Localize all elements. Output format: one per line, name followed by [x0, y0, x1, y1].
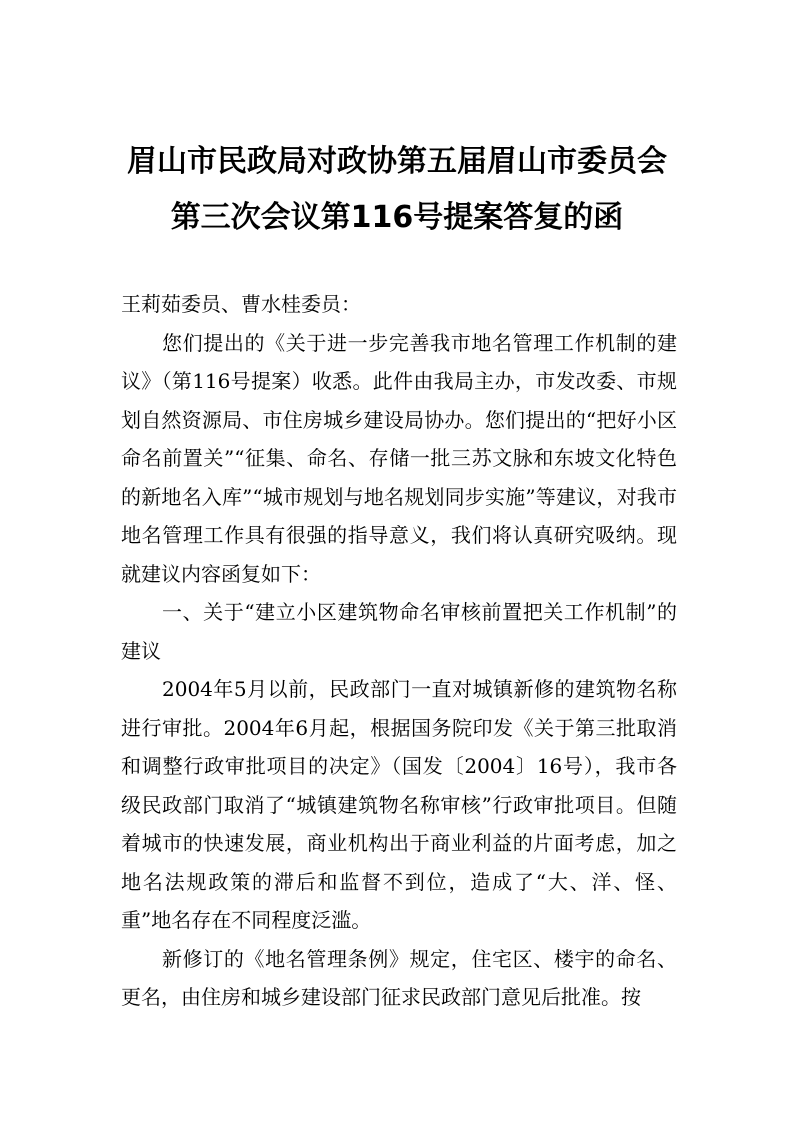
document-title-line-1: 眉山市民政局对政协第五届眉山市委员会 [127, 144, 667, 179]
paragraph: 2004年5月以前，民政部门一直对城镇新修的建筑物名称进行审批。2004年6月起，根据国务院印发《关于第三批取消和调整行政审批项目的决定》（国发〔2004〕16号），我市各级民政部门取消了“城镇建筑物名称审核”行政审批项目。但随着城市的快速发展，商业机构出于商业利益的片面考虑，加之地名法规政策的滞后和监督不到位，造成了“大、洋、怪、重”地名存在不同程度泛滥。 [121, 677, 677, 932]
greeting: 王莉茹委员、曹水桂委员： [121, 292, 361, 316]
document-title-line-2: 第三次会议第116号提案答复的函 [170, 200, 624, 235]
document-body [121, 285, 677, 1017]
paragraph: 新修订的《地名管理条例》规定，住宅区、楼宇的命名、更名，由住房和城乡建设部门征求民政部门意见后批准。按 [121, 946, 677, 1009]
paragraph: 您们提出的《关于进一步完善我市地名管理工作机制的建议》（第116号提案）收悉。此件由我局主办，市发改委、市规划自然资源局、市住房城乡建设局协办。您们提出的“把好小区命名前置关”“征集、命名、存储一批三苏文脉和东坡文化特色的新地名入库”“城市规划与地名规划同步实施”等建议，对我市地名管理工作具有很强的指导意义，我们将认真研究吸纳。现就建议内容函复如下： [121, 330, 677, 586]
section-heading: 一、关于“建立小区建筑物命名审核前置把关工作机制”的建议 [121, 600, 677, 663]
